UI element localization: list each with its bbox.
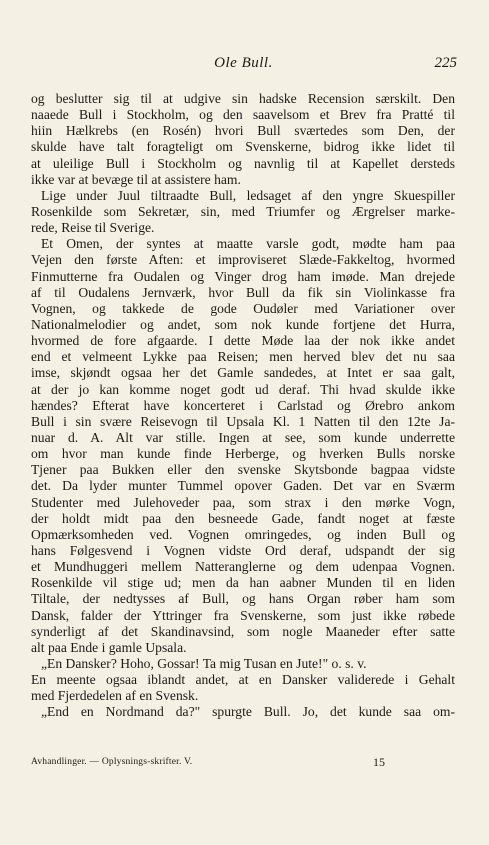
text-line: Vognen, og takkede de gode Oudøler med Variationer over [31,300,455,316]
text-line: rede, Reise til Sverige. [31,220,155,236]
running-head [30,55,457,77]
text-line: et Mundhuggeri mellem Natteranglerne og dem udenpaa Vognen. [31,559,455,575]
text-line: Tjener paa Bukken eller den svenske Skytsbonde bagpaa vidste [31,462,455,478]
text-line: Nationalmelodier og andet, som nok kunde fortjene det Hurra, [31,316,455,332]
text-line: Vejen den første Aften: et improviseret Slæde-Fakkeltog, hvormed [31,252,455,268]
text-line: „End en Nordmand da?" spurgte Bull. Jo, det kunde saa om- [41,704,455,720]
page-number: 225 [434,55,457,71]
text-line: af til Oudalens Jernværk, hvor Bull da fik sin Violinkasse fra [31,284,455,300]
text-line: Rosenkilde som Sekretær, sin, med Triumfer og Ærgrelser marke- [31,203,455,219]
text-line: hans Følgesvend i Vognen vidste Ord deraf, udspandt der sig [31,542,455,558]
page-footer [31,755,455,771]
body-text [31,91,455,720]
signature-mark: 15 [373,755,385,769]
text-line: med Fjerdedelen af en Svensk. [31,688,199,704]
text-line: Studenter med Julehoveder paa, som strax i den mørke Vogn, [31,494,455,510]
text-line: hændes? Efterat have koncerteret i Carlstad og Ørebro ankom [31,397,455,413]
text-line: hiin Hælkrebs (en Rosén) hvori Bull sværtedes som Den, der [31,123,455,139]
text-line: Rosenkilde vil stige ud; men da han aabner Munden til en liden [31,575,455,591]
text-line: synderligt af det Skandinavsind, som nogle Maaneder efter satte [31,623,455,639]
text-line: En meente ogsaa iblandt andet, at en Dansker validerede i Gehalt [31,672,455,688]
text-line: at der jo kan komme noget godt ud deraf. Thi hvad skulde ikke [31,381,455,397]
text-line: Lige under Juul tiltraadte Bull, ledsaget af den yngre Skuespiller [41,187,455,203]
text-line: alt paa Ende i gamle Upsala. [31,639,187,655]
text-line: om hvor man kunde finde Herberge, og hverken Bulls norske [31,446,455,462]
text-line: Opmærksomheden ved. Vognen omringedes, og inden Bull og [31,526,455,542]
text-line: imse, skjøndt ogsaa her det Gamle sandedes, at Intet er saa galt, [31,365,455,381]
text-line: Dansk, falder der Yttringer fra Svenskerne, som just ikke røbede [31,607,455,623]
text-line: det. Da lyder munter Tummel opover Gaden. Det var en Sværm [31,478,455,494]
running-title: Ole Bull. [214,55,273,71]
text-line: ikke var at bevæge til at assistere ham. [31,171,241,187]
text-line: hvormed de fore afgaarde. I dette Møde laa der nok ikke andet [31,333,455,349]
text-line: Et Omen, der syntes at maatte varsle godt, mødte ham paa [41,236,455,252]
text-line: Tiltale, der nedtysses af Bull, og hans Organ røber ham som [31,591,455,607]
text-line: end et velmeent Lykke paa Reisen; men herved blev det nu saa [31,349,455,365]
text-line: der holdt midt paa den besneede Gade, fandt noget at fæste [31,510,455,526]
text-line: at uleilige Bull i Stockholm og navnlig til at Kapellet dersteds [31,155,455,171]
text-line: nuar d. A. Alt var stille. Ingen at see, som kunde underrette [31,429,455,445]
text-line: skulde have talt foragteligt om Svenskerne, bidrog ikke lidet til [31,139,455,155]
text-line: naaede Bull i Stockholm, og den saavelsom et Brev fra Pratté til [31,107,455,123]
text-line: Finmutterne fra Oudalen og Vinger drog ham imøde. Man drejede [31,268,455,284]
text-line: Bull i sin svære Reisevogn til Upsala Kl. 1 Natten til den 12te Ja- [31,413,455,429]
text-line: og beslutter sig til at udgive sin hadske Recension særskilt. Den [31,91,455,106]
text-line: „En Dansker? Hoho, Gossar! Ta mig Tusan en Jute!" o. s. v. [41,655,367,671]
series-label: Avhandlinger. — Oplysnings-skrifter. V. [31,757,193,767]
